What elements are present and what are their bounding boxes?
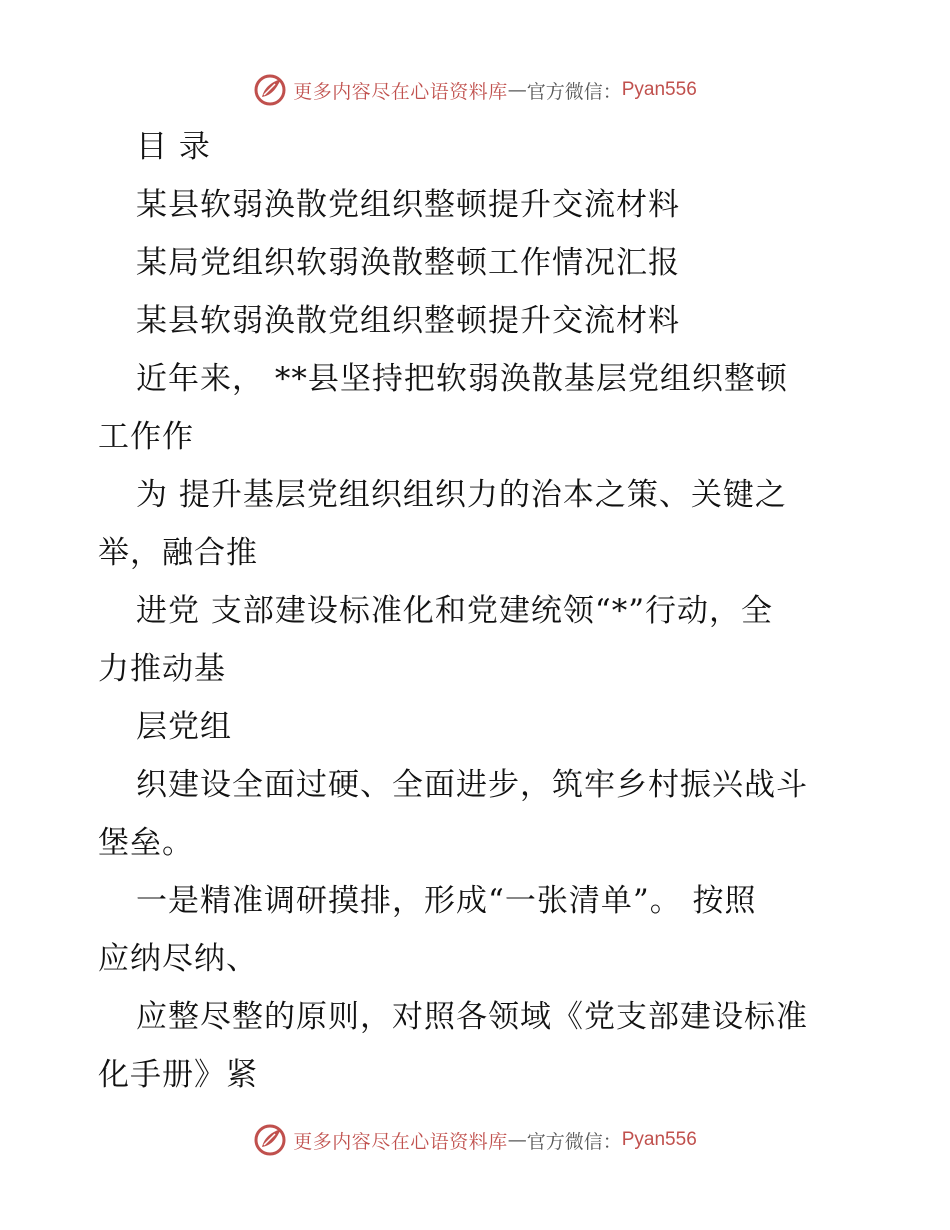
document-line: 工作作 bbox=[98, 419, 194, 455]
watermark-wechat-id: Pyan556 bbox=[621, 1129, 697, 1150]
document-line: 某局党组织软弱涣散整顿工作情况汇报 bbox=[136, 245, 680, 281]
watermark-label: 官方微信： bbox=[526, 1130, 622, 1153]
document-line: 举，融合推 bbox=[98, 535, 258, 571]
leaf-logo-icon bbox=[253, 1123, 287, 1157]
document-line: 进党 支部建设标准化和党建统领“*”行动，全 bbox=[136, 593, 774, 629]
document-body bbox=[98, 118, 868, 1104]
document-line: 织建设全面过硬、全面进步，筑牢乡村振兴战斗 bbox=[136, 767, 808, 803]
document-line: 化手册》紧 bbox=[98, 1057, 258, 1093]
document-line: 一是精准调研摸排，形成“一张清单”。 按照 bbox=[136, 883, 757, 919]
footer-watermark bbox=[0, 1120, 950, 1160]
watermark-brand: 更多内容尽在心语资料库 bbox=[293, 1130, 508, 1153]
header-watermark bbox=[0, 70, 950, 110]
document-line: 应整尽整的原则，对照各领域《党支部建设标准 bbox=[136, 999, 808, 1035]
watermark-dash: — bbox=[507, 1129, 527, 1151]
document-line: 某县软弱涣散党组织整顿提升交流材料 bbox=[136, 187, 680, 223]
document-line: 力推动基 bbox=[98, 651, 226, 687]
leaf-logo-icon bbox=[253, 73, 287, 107]
watermark-wechat-id: Pyan556 bbox=[621, 79, 697, 100]
watermark-brand: 更多内容尽在心语资料库 bbox=[293, 80, 508, 103]
document-line: 为 提升基层党组织组织力的治本之策、关键之 bbox=[136, 477, 787, 513]
document-line: 应纳尽纳、 bbox=[98, 941, 258, 977]
watermark-label: 官方微信： bbox=[526, 80, 622, 103]
document-line: 目 录 bbox=[136, 129, 211, 165]
watermark-dash: — bbox=[507, 79, 527, 101]
document-line: 某县软弱涣散党组织整顿提升交流材料 bbox=[136, 303, 680, 339]
document-line: 层党组 bbox=[136, 709, 232, 745]
document-line: 近年来， **县坚持把软弱涣散基层党组织整顿 bbox=[136, 361, 788, 397]
document-line: 堡垒。 bbox=[98, 825, 194, 861]
